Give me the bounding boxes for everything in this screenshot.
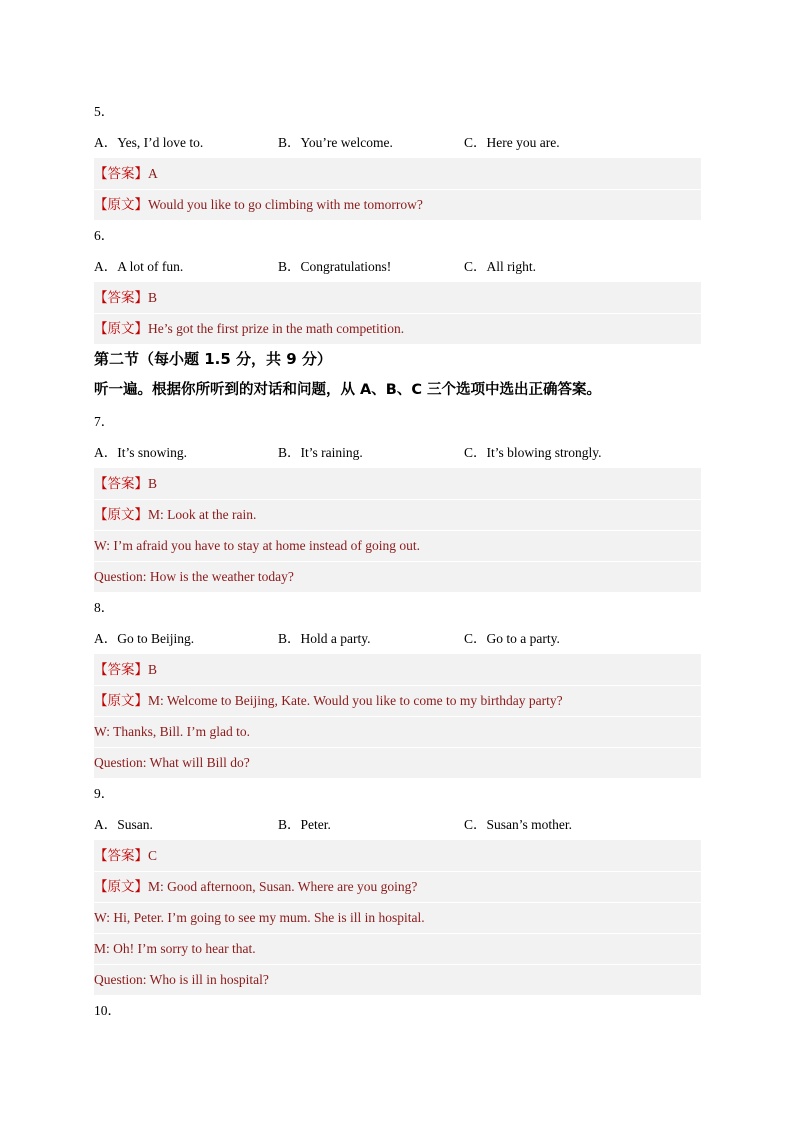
- answer-tag: 【答案】: [94, 848, 148, 863]
- option-c: C．Susan’s mother.: [464, 817, 573, 832]
- question-number: 6．: [94, 228, 115, 243]
- answer-value: B: [148, 476, 158, 491]
- answer-tag: 【答案】: [94, 662, 148, 677]
- transcript-tag: 【原文】: [94, 507, 148, 522]
- answer-box: [94, 282, 701, 344]
- answer-value: C: [148, 848, 158, 863]
- answer-box: [94, 654, 701, 778]
- transcript-text: He’s got the first prize in the math competition.: [148, 321, 405, 336]
- options-row: [94, 623, 701, 654]
- option-b: B．You’re welcome.: [278, 135, 393, 150]
- document-page: [94, 96, 701, 1026]
- answer-line: [94, 840, 701, 871]
- option-b: B．Hold a party.: [278, 631, 371, 646]
- transcript-line: [94, 685, 701, 716]
- question-number: 9．: [94, 786, 115, 801]
- answer-value: A: [148, 166, 158, 181]
- answer-box: [94, 158, 701, 220]
- answer-line: [94, 282, 701, 313]
- transcript-tag: 【原文】: [94, 693, 148, 708]
- answer-line: [94, 158, 701, 189]
- answer-line: [94, 468, 701, 499]
- answer-box: [94, 840, 701, 995]
- transcript-text: Would you like to go climbing with me tomorrow?: [148, 197, 423, 212]
- answer-value: B: [148, 662, 158, 677]
- transcript-text: M: Welcome to Beijing, Kate. Would you like to come to my birthday party?: [148, 693, 563, 708]
- transcript-line: Question: What will Bill do?: [94, 747, 701, 778]
- transcript-line: M: Oh! I’m sorry to hear that.: [94, 933, 701, 964]
- transcript-line: [94, 313, 701, 344]
- answer-box: [94, 468, 701, 592]
- question-number: 5．: [94, 104, 115, 119]
- option-c: C．All right.: [464, 259, 537, 274]
- transcript-line: W: I’m afraid you have to stay at home instead of going out.: [94, 530, 701, 561]
- option-c: C．It’s blowing strongly.: [464, 445, 602, 460]
- answer-tag: 【答案】: [94, 476, 148, 491]
- answer-line: [94, 654, 701, 685]
- question-number: 8．: [94, 600, 115, 615]
- transcript-line: [94, 871, 701, 902]
- options-row: [94, 809, 701, 840]
- transcript-tag: 【原文】: [94, 197, 148, 212]
- transcript-line: W: Thanks, Bill. I’m glad to.: [94, 716, 701, 747]
- options-row: [94, 437, 701, 468]
- option-b: B．It’s raining.: [278, 445, 363, 460]
- option-a: A．Go to Beijing.: [94, 631, 195, 646]
- transcript-line: Question: Who is ill in hospital?: [94, 964, 701, 995]
- option-a: A．A lot of fun.: [94, 259, 184, 274]
- answer-tag: 【答案】: [94, 166, 148, 181]
- transcript-line: Question: How is the weather today?: [94, 561, 701, 592]
- transcript-text: M: Good afternoon, Susan. Where are you going?: [148, 879, 418, 894]
- option-b: B．Congratulations!: [278, 259, 392, 274]
- options-row: [94, 127, 701, 158]
- answer-value: B: [148, 290, 158, 305]
- section-title: 第二节（每小题 1.5 分，共 9 分）: [94, 350, 332, 368]
- answer-tag: 【答案】: [94, 290, 148, 305]
- option-a: A．Yes, I’d love to.: [94, 135, 204, 150]
- section-instructions: 听一遍。根据你所听到的对话和问题，从 A、B、C 三个选项中选出正确答案。: [94, 382, 602, 398]
- option-b: B．Peter.: [278, 817, 331, 832]
- transcript-tag: 【原文】: [94, 879, 148, 894]
- transcript-text: M: Look at the rain.: [148, 507, 257, 522]
- transcript-line: W: Hi, Peter. I’m going to see my mum. She is ill in hospital.: [94, 902, 701, 933]
- question-number: 7．: [94, 414, 115, 429]
- option-a: A．It’s snowing.: [94, 445, 188, 460]
- transcript-line: [94, 189, 701, 220]
- transcript-line: [94, 499, 701, 530]
- option-a: A．Susan.: [94, 817, 153, 832]
- option-c: C．Go to a party.: [464, 631, 560, 646]
- option-c: C．Here you are.: [464, 135, 560, 150]
- options-row: [94, 251, 701, 282]
- transcript-tag: 【原文】: [94, 321, 148, 336]
- question-number: 10．: [94, 1003, 121, 1018]
